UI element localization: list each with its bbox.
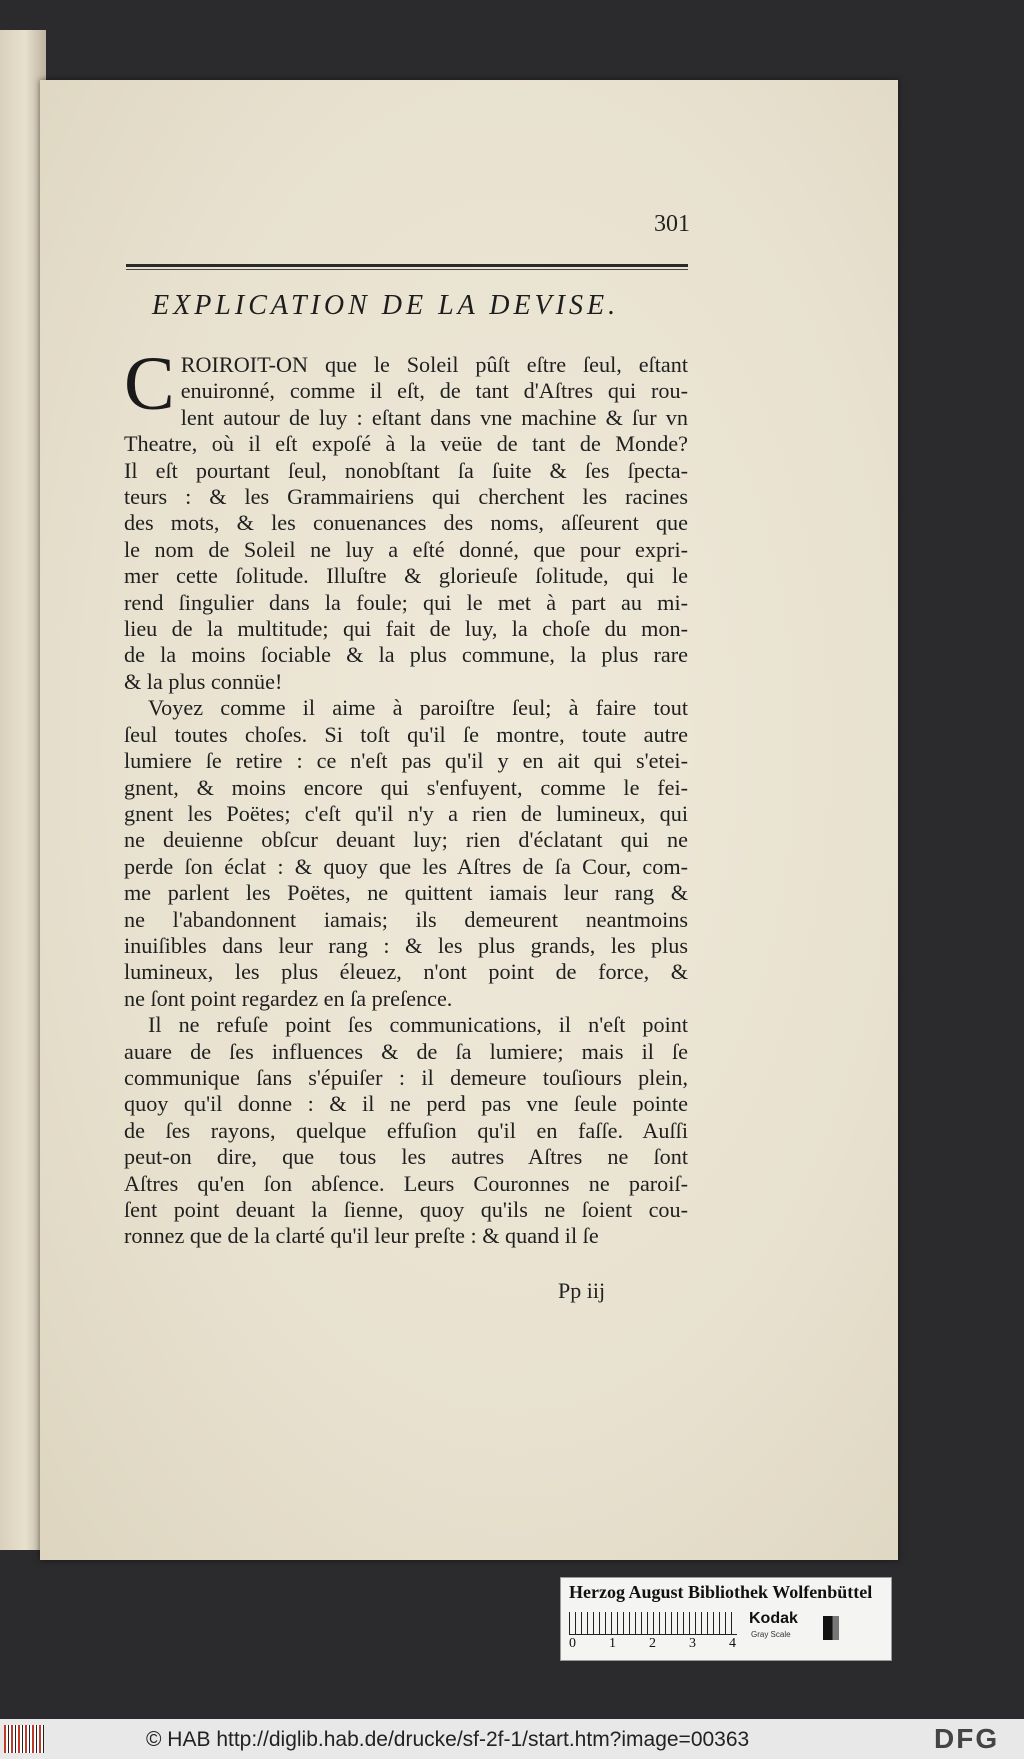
text-line: ne deuienne obſcur deuant luy; rien d'éclatant qui ne: [124, 827, 688, 853]
footer-bar: [0, 1719, 1024, 1759]
text-line: gnent, & moins encore qui s'enfuyent, comme le fei-: [124, 774, 688, 800]
text-line: des mots, & les conuenances des noms, aſſeurent que: [124, 510, 688, 536]
text-line: perde ſon éclat : & quoy que les Aſtres de ſa Cour, com-: [124, 853, 688, 879]
scale-number: 3: [689, 1636, 696, 1651]
text-line: lumiere ſe retire : ce n'eſt pas qu'il y en ait qui s'etei-: [124, 748, 688, 774]
kodak-subtitle: Gray Scale: [751, 1630, 791, 1639]
scale-number: 2: [649, 1636, 656, 1651]
text-line: communique ſans s'épuiſer : il demeure touſiours plein,: [124, 1064, 688, 1090]
text-line: mer cette ſolitude. Illuſtre & glorieuſe ſolitude, qui le: [124, 563, 688, 589]
text-line: Il ne refuſe point ſes communications, il n'eſt point: [148, 1012, 688, 1038]
kodak-logo: Kodak: [749, 1610, 798, 1627]
text-line: rend ſingulier dans la foule; qui le met à part au mi-: [124, 589, 688, 615]
text-line: lumineux, les plus éleuez, n'ont point de force, &: [124, 959, 688, 985]
text-line: teurs : & les Grammairiens qui cherchent les racines: [124, 484, 688, 510]
library-color-card: [560, 1577, 892, 1661]
text-line: & la plus connüe!: [124, 668, 283, 694]
header-rule-thin: [126, 269, 688, 270]
text-line: me parlent les Poëtes, ne quittent iamais leur rang &: [124, 880, 688, 906]
scale-ruler: [569, 1612, 737, 1635]
text-line: ſeul toutes choſes. Si toſt qu'il ſe montre, toute autre: [124, 721, 688, 747]
library-name: Herzog August Bibliothek Wolfenbüttel: [569, 1582, 873, 1602]
text-line: Voyez comme il aime à paroiſtre ſeul; à faire tout: [148, 695, 688, 721]
text-line: ne ſont point regardez en ſa preſence.: [124, 985, 453, 1011]
page-number: 301: [654, 211, 690, 237]
text-line: ROIROIT-ON que le Soleil pûſt eſtre ſeul, eſtant: [180, 352, 688, 377]
text-line: gnent les Poëtes; c'eſt qu'il n'y a rien de lumineux, qui: [124, 800, 688, 826]
text-line: enuironné, comme il eſt, de tant d'Aſtres qui rou-: [180, 378, 688, 404]
text-line: Theatre, où il eſt expoſé à la veüe de tant de Monde?: [124, 431, 688, 457]
barcode-icon: [4, 1725, 44, 1753]
scale-number: 4: [729, 1636, 736, 1651]
text-line: ronnez que de la clarté qu'il leur preſte : & quand il ſe: [124, 1223, 599, 1249]
text-line: le nom de Soleil ne luy a eſté donné, que pour expri-: [124, 536, 688, 562]
gray-scale-patch: [823, 1616, 839, 1640]
footer-credit-link[interactable]: © HAB http://diglib.hab.de/drucke/sf-2f-1/start.htm?image=00363: [146, 1728, 750, 1751]
scale-number: 1: [609, 1636, 616, 1651]
scale-number: 0: [569, 1636, 576, 1651]
text-line: inuiſibles dans leur rang : & les plus grands, les plus: [124, 932, 688, 958]
text-line: lent autour de luy : eſtant dans vne machine & ſur vn: [180, 404, 688, 430]
section-heading: EXPLICATION DE LA DEVISE.: [152, 290, 620, 321]
text-line: lieu de la multitude; qui fait de luy, la choſe du mon-: [124, 616, 688, 642]
text-line: peut-on dire, que tous les autres Aſtres ne ſont: [124, 1144, 688, 1170]
body-text: [124, 342, 688, 1250]
text-line: Il eſt pourtant ſeul, nonobſtant ſa ſuite & ſes ſpecta-: [124, 457, 688, 483]
text-line: ſent point deuant la ſienne, quoy qu'ils ne ſoient cou-: [124, 1197, 688, 1222]
text-line: ne l'abandonnent iamais; ils demeurent neantmoins: [124, 906, 688, 932]
drop-cap: C: [124, 342, 175, 426]
signature-mark: Pp iij: [558, 1278, 606, 1303]
text-line: quoy qu'il donne : & il ne perd pas vne ſeule pointe: [124, 1091, 688, 1117]
text-lines: [124, 342, 688, 1250]
text-line: auare de ſes influences & de ſa lumiere; mais il ſe: [124, 1038, 688, 1064]
text-line: Aſtres qu'en ſon abſence. Leurs Couronnes ne paroiſ-: [124, 1170, 688, 1196]
dfg-logo: DFG: [934, 1723, 1000, 1754]
text-line: de ſes rayons, quelque effuſion qu'il en faſſe. Auſſi: [124, 1117, 688, 1143]
text-line: de la moins ſociable & la plus commune, la plus rare: [124, 642, 688, 668]
header-rule: [126, 264, 688, 267]
